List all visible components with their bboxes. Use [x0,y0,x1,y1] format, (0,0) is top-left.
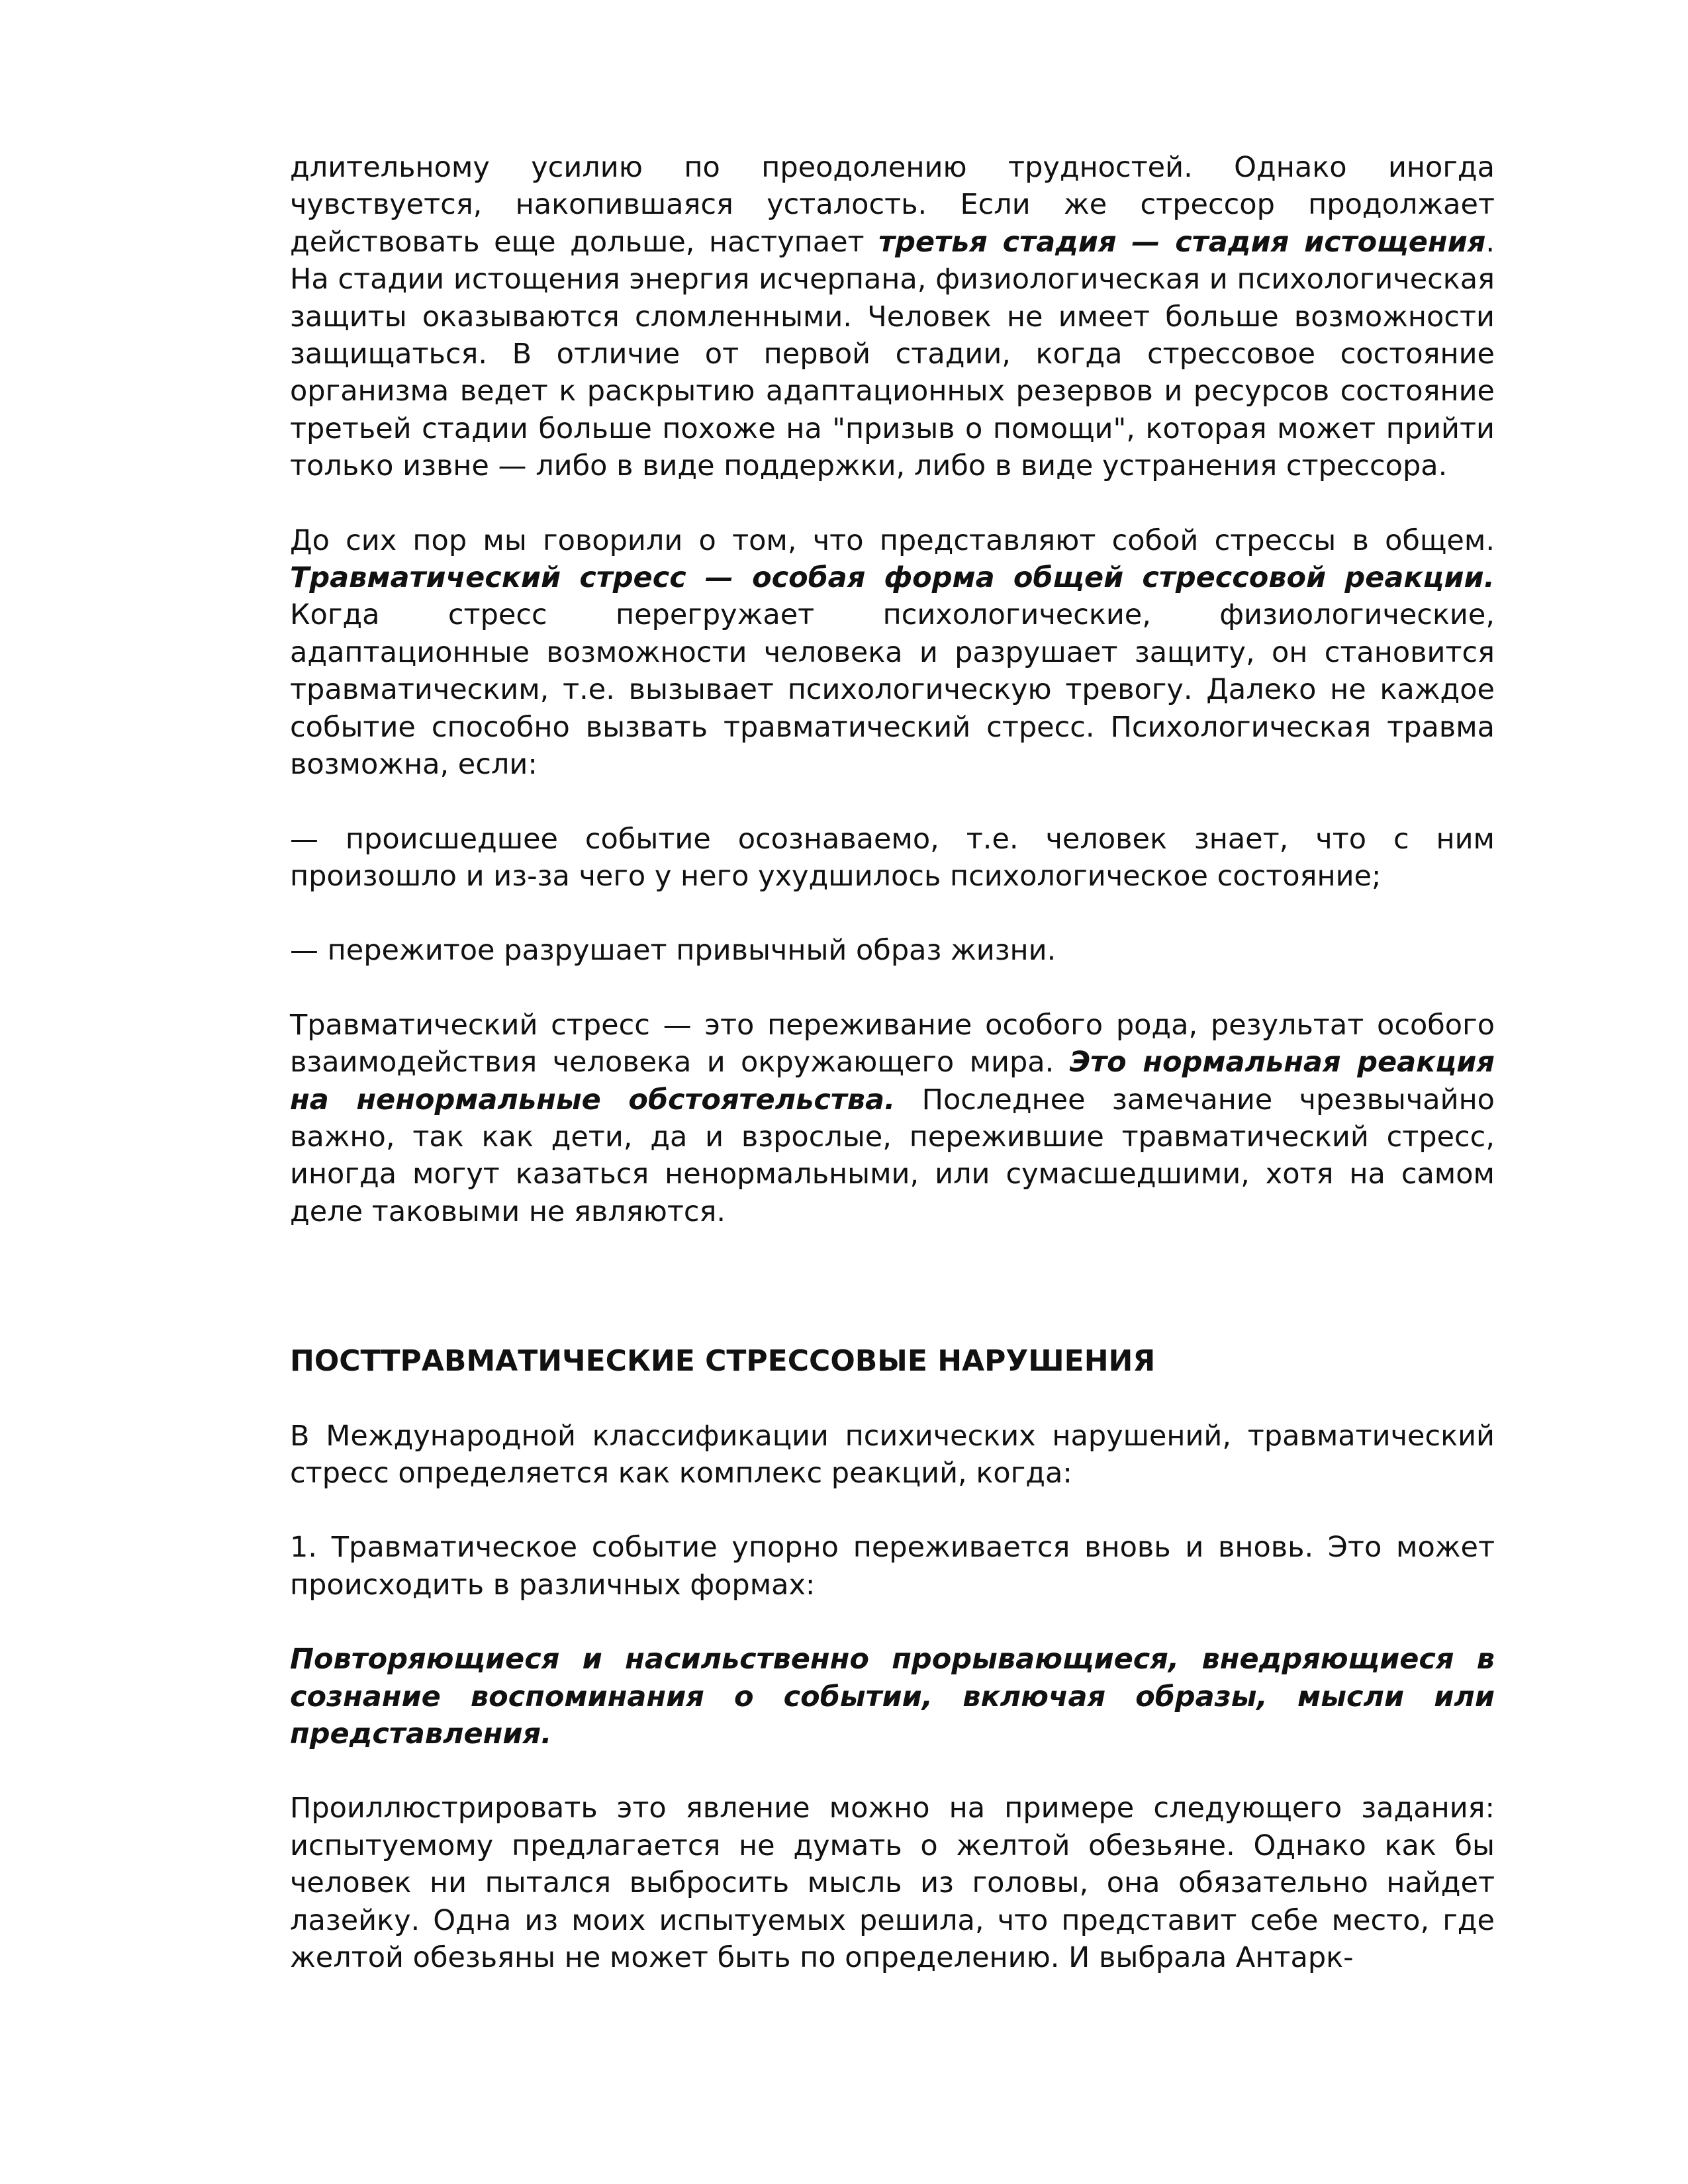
emphasis-third-stage: третья стадия — стадия истощения [878,225,1486,259]
paragraph-traumatic-stress [290,522,1495,784]
text: До сих пор мы говорили о том, что представляют собой стрессы в общем. [290,523,1495,557]
paragraph-classification: В Международной классификации психических нарушений, травматический стресс определяется как комплекс реакций, когда: [290,1419,1495,1490]
paragraph-yellow-monkey: Проиллюстрировать это явление можно на примере следующего задания: испытуемому предлагается не думать о желтой обезьяне. Однако как бы человек ни пытался выбросить мысль из головы, она обязательно найдет лазейку. Одна из моих испытуемых решила, что представит себе место, где желтой обезьяны не может быть по определению. И выбрала Антарк- [290,1792,1495,1975]
paragraph-item-one: 1. Травматическое событие упорно переживается вновь и вновь. Это может происходить в различных формах: [290,1531,1495,1602]
list-item-event-awareness: — происшедшее событие осознаваемо, т.е. человек знает, что с ним произошло и из-за чего у него ухудшилось психологическое состояние; [290,822,1495,893]
paragraph-exhaustion-stage [290,149,1495,485]
section-heading: ПОСТТРАВМАТИЧЕСКИЕ СТРЕССОВЫЕ НАРУШЕНИЯ [290,1344,1156,1379]
text: Когда стресс перегружает психологические, физиологические, адаптационные возможности человека и разрушает защиту, он становится травматическим, т.е. вызывает психологическую тревогу. Далеко не каждое событие способно вызвать травматический стресс. Психологическая травма возможна, если: [290,598,1495,782]
emphasis-normal-reaction: Это нормальная реакция на ненормальные обстоятельства. [290,1046,1495,1116]
text: Травматический стресс — это переживание особого рода, результат особого взаимодействия человека и окружающего мира. [290,1008,1495,1079]
paragraph-normal-reaction [290,1007,1495,1230]
text: . На стадии истощения энергия исчерпана, физиологическая и психологическая защиты оказываются сломленными. Человек не имеет больше возможности защищаться. В отличие от первой стадии, когда стрессовое состояние организма ведет к раскрытию адаптационных резервов и ресурсов состояние третьей стадии больше похоже на "призыв о помощи", которая может прийти только извне — либо в виде поддержки, либо в виде устранения стрессора. [290,225,1495,483]
text: Последнее замечание чрезвычайно важно, так как дети, да и взрослые, пережившие травматический стресс, иногда могут казаться ненормальными, или сумасшедшими, хотя на самом деле таковыми не являются. [290,1083,1495,1228]
list-item-life-disruption: — пережитое разрушает привычный образ жизни. [290,934,1056,968]
text: длительному усилию по преодолению трудностей. Однако иногда чувствуется, накопившаяся усталость. Если же стрессор продолжает действовать еще дольше, наступает [290,151,1495,259]
emphasis-intrusive-memories: Повторяющиеся и насильственно прорывающиеся, внедряющиеся в сознание воспоминания о событии, включая образы, мысли или представления. [290,1643,1495,1751]
document-page [290,149,1495,1976]
emphasis-traumatic-stress-definition: Травматический стресс — особая форма общей стрессовой реакции. [290,561,1495,595]
